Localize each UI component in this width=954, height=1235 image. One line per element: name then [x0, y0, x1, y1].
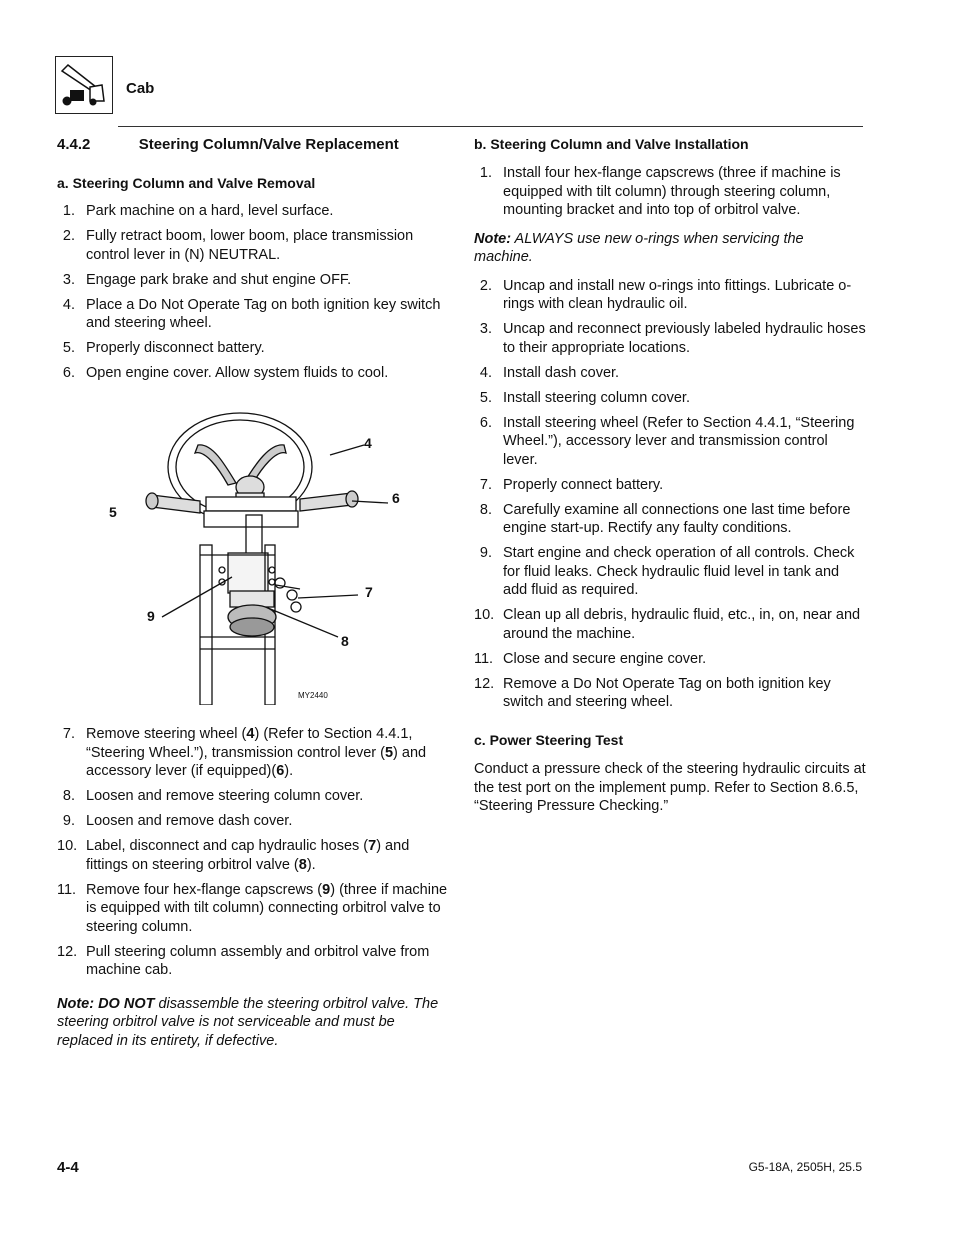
- item-text: Install steering wheel (Refer to Section 4.4.1, “Steering Wheel.”), accessory lever and transmission control lever.: [503, 414, 855, 468]
- item-number: 4.: [62, 296, 75, 313]
- callout-8: 8: [341, 633, 349, 649]
- item-text: Loosen and remove steering column cover.: [86, 788, 364, 804]
- section-number: 4.4.2: [57, 136, 91, 153]
- callout-4: 4: [364, 435, 372, 451]
- item-text: Close and secure engine cover.: [503, 650, 707, 667]
- list-item: [57, 943, 449, 980]
- item-number: 1.: [62, 203, 75, 219]
- item-text: Properly disconnect battery.: [86, 340, 265, 356]
- section-heading: [57, 136, 399, 153]
- item-number: 3.: [62, 271, 75, 288]
- list-item: [57, 812, 449, 831]
- item-text: Place a Do Not Operate Tag on both ignition key switch and steering wheel.: [86, 296, 441, 331]
- list-item: [57, 271, 449, 290]
- item-text: Label, disconnect and cap hydraulic hoses (: [86, 838, 369, 854]
- item-text: Uncap and install new o-rings into fittings. Lubricate o-rings with clean hydraulic oil.: [503, 277, 852, 312]
- header-section-title: Cab: [126, 80, 155, 97]
- installation-note: [474, 230, 824, 267]
- item-number: 6.: [62, 365, 75, 381]
- list-item: [57, 296, 449, 333]
- item-text: Uncap and reconnect previously labeled hydraulic hoses to their appropriate locations.: [503, 321, 866, 356]
- item-text: Start engine and check operation of all controls. Check for fluid leaks. Check hydraulic fluid level in tank and add fluid as required.: [503, 545, 855, 598]
- item-number: 2.: [62, 228, 75, 244]
- removal-steps-list-continued: [57, 725, 449, 1050]
- callout-ref: 7: [368, 838, 377, 854]
- item-number: 9.: [62, 813, 75, 829]
- power-steering-text: Conduct a pressure check of the steering hydraulic circuits at the test port on the implement pump. Refer to Section 8.6.5, “Steering Pressure Checking.”: [474, 761, 866, 814]
- list-item: [57, 837, 449, 874]
- list-item: [474, 675, 866, 712]
- installation-steps-continued: [474, 277, 866, 712]
- document-reference: G5-18A, 2505H, 25.5: [748, 1160, 862, 1174]
- item-text: Clean up all debris, hydraulic fluid, etc., in, on, near and around the machine.: [503, 607, 861, 642]
- callout-ref: 4: [246, 726, 255, 742]
- item-number: 8.: [479, 501, 492, 518]
- list-item: [57, 787, 449, 806]
- item-number: 7.: [62, 726, 75, 742]
- item-number: 5.: [479, 389, 492, 406]
- list-item: [474, 320, 866, 357]
- item-number: 7.: [479, 476, 492, 493]
- item-text: Remove a Do Not Operate Tag on both ignition key switch and steering wheel.: [503, 675, 831, 710]
- note-text: ALWAYS use new o-rings when servicing the machine.: [474, 230, 804, 265]
- item-text: Install steering column cover.: [503, 389, 690, 406]
- item-text: Fully retract boom, lower boom, place transmission control lever in (N) NEUTRAL.: [86, 228, 414, 263]
- item-text: Pull steering column assembly and orbitrol valve from machine cab.: [86, 943, 430, 978]
- item-number: 10.: [57, 838, 78, 854]
- note-text: disassemble the steering orbitrol valve. The steering orbitrol valve is not serviceable and must be replaced in its entirety, if defective.: [57, 995, 439, 1049]
- item-text: Remove steering wheel (: [86, 726, 247, 742]
- item-number: 2.: [479, 277, 492, 294]
- list-item: [57, 227, 449, 264]
- item-text: ) (Refer to Section 4.4.1, “Steering Wheel.”), transmission control lever (: [86, 726, 413, 761]
- header-divider: [118, 126, 863, 127]
- list-item: [57, 725, 449, 781]
- list-item: [474, 164, 866, 220]
- callout-ref: 8: [298, 856, 307, 873]
- installation-steps-list: [474, 164, 866, 718]
- item-text: Remove four hex-flange capscrews (: [86, 881, 323, 898]
- list-item: [474, 650, 866, 669]
- list-item: [474, 277, 866, 314]
- removal-note: [57, 995, 449, 1051]
- item-number: 6.: [479, 414, 492, 431]
- item-text: Install four hex-flange capscrews (three if machine is equipped with tilt column) through steering column, mounting bracket and into top of orbitrol valve.: [503, 165, 841, 218]
- item-number: 11.: [474, 650, 494, 667]
- item-text: Engage park brake and shut engine OFF.: [86, 271, 352, 288]
- item-text: ).: [284, 763, 294, 779]
- list-item: [474, 544, 866, 600]
- callout-ref: 5: [384, 744, 394, 761]
- figure-code: MY2440: [298, 691, 328, 700]
- power-steering-heading: c. Power Steering Test: [474, 732, 624, 748]
- steering-column-illustration: [100, 405, 420, 705]
- section-title: Steering Column/Valve Replacement: [138, 136, 399, 153]
- item-text: ).: [306, 856, 316, 873]
- item-number: 8.: [62, 788, 75, 804]
- item-text: ) and fittings on steering orbitrol valve (: [86, 838, 410, 873]
- item-text: ) and accessory lever (if equipped)(: [86, 744, 427, 779]
- item-number: 12.: [474, 675, 495, 692]
- callout-7: 7: [365, 584, 373, 600]
- item-text: Properly connect battery.: [503, 476, 664, 493]
- item-number: 10.: [474, 607, 495, 623]
- removal-steps-list: [57, 202, 449, 389]
- item-number: 3.: [479, 321, 492, 337]
- callout-6: 6: [392, 490, 400, 506]
- item-text: Loosen and remove dash cover.: [86, 813, 293, 829]
- removal-heading: a. Steering Column and Valve Removal: [57, 175, 316, 191]
- steering-column-figure: [100, 405, 420, 705]
- note-lead: Note: DO NOT: [57, 995, 155, 1012]
- item-text: Install dash cover.: [503, 364, 620, 381]
- list-item: [57, 339, 449, 358]
- note-lead: Note:: [474, 230, 512, 247]
- item-text: Open engine cover. Allow system fluids to cool.: [86, 365, 389, 381]
- list-item: [57, 202, 449, 221]
- callout-5: 5: [109, 504, 117, 520]
- list-item: [474, 414, 866, 470]
- list-item: [57, 881, 449, 937]
- page-number: 4-4: [57, 1159, 79, 1176]
- item-number: 12.: [57, 943, 78, 960]
- loader-machine-icon: [55, 56, 113, 114]
- list-item: [474, 606, 866, 643]
- list-item: [474, 389, 866, 408]
- item-text: Carefully examine all connections one last time before engine start-up. Rectify any faulty conditions.: [503, 501, 851, 536]
- callout-ref: 6: [276, 763, 285, 779]
- list-item: [474, 476, 866, 495]
- list-item: [474, 501, 866, 538]
- item-number: 4.: [479, 364, 492, 381]
- list-item: [474, 364, 866, 383]
- item-text: ) (three if machine is equipped with tilt column) connecting orbitrol valve to steering column.: [86, 881, 448, 935]
- callout-ref: 9: [322, 881, 331, 898]
- item-text: Park machine on a hard, level surface.: [86, 203, 334, 219]
- list-item: [57, 364, 449, 383]
- item-number: 11.: [57, 881, 77, 898]
- item-number: 9.: [479, 545, 492, 561]
- item-number: 1.: [479, 165, 492, 181]
- item-number: 5.: [62, 340, 75, 356]
- callout-9: 9: [147, 608, 155, 624]
- installation-heading: b. Steering Column and Valve Installation: [474, 136, 749, 152]
